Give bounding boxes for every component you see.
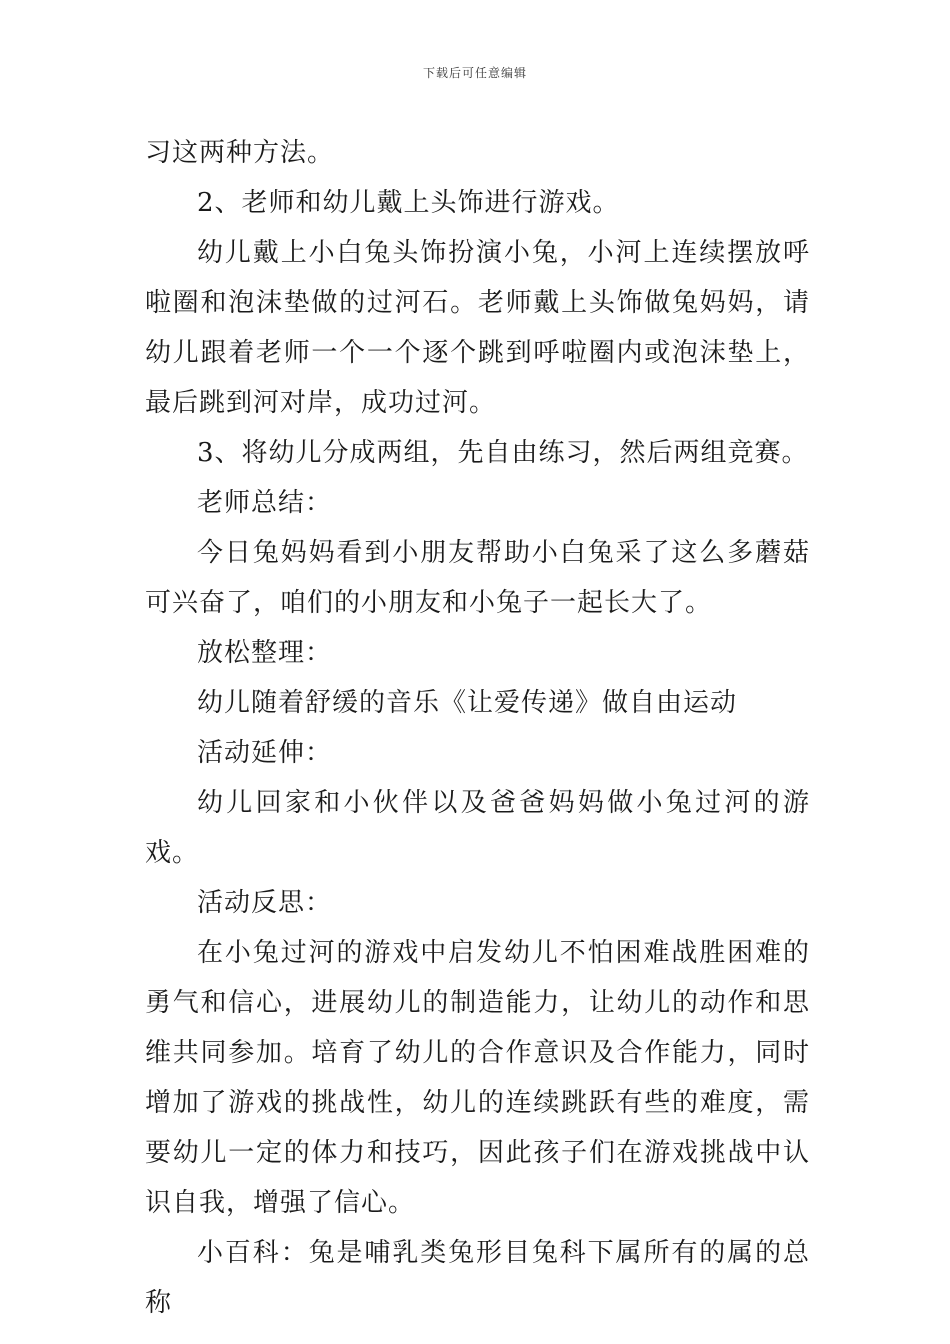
paragraph: 2、老师和幼儿戴上头饰进行游戏。: [197, 188, 620, 218]
section-heading: 老师总结：: [197, 488, 333, 518]
paragraph: 小百科：兔是哺乳类兔形目兔科下属所有的属的总称: [145, 1238, 810, 1318]
document-body: [145, 128, 810, 1328]
paragraph: 幼儿随着舒缓的音乐《让爱传递》做自由运动: [197, 688, 738, 718]
paragraph: 习这两种方法。: [145, 138, 335, 168]
section-heading: 活动反思：: [197, 888, 333, 918]
paragraph: 幼儿回家和小伙伴以及爸爸妈妈做小兔过河的游戏。: [145, 788, 810, 868]
section-heading: 活动延伸：: [197, 738, 333, 768]
paragraph: 3、将幼儿分成两组，先自由练习，然后两组竞赛。: [197, 438, 809, 468]
section-heading: 放松整理：: [197, 638, 333, 668]
page-header: 下载后可任意编辑: [422, 66, 527, 80]
paragraph: 今日兔妈妈看到小朋友帮助小白兔采了这么多蘑菇可兴奋了，咱们的小朋友和小兔子一起长大了。: [145, 538, 810, 618]
paragraph: 幼儿戴上小白兔头饰扮演小兔，小河上连续摆放呼啦圈和泡沫垫做的过河石。老师戴上头饰做兔妈妈，请幼儿跟着老师一个一个逐个跳到呼啦圈内或泡沫垫上，最后跳到河对岸，成功过河。: [145, 238, 810, 418]
paragraph: 在小兔过河的游戏中启发幼儿不怕困难战胜困难的勇气和信心，进展幼儿的制造能力，让幼儿的动作和思维共同参加。培育了幼儿的合作意识及合作能力，同时增加了游戏的挑战性，幼儿的连续跳跃有些的难度，需要幼儿一定的体力和技巧，因此孩子们在游戏挑战中认识自我，增强了信心。: [145, 938, 810, 1218]
